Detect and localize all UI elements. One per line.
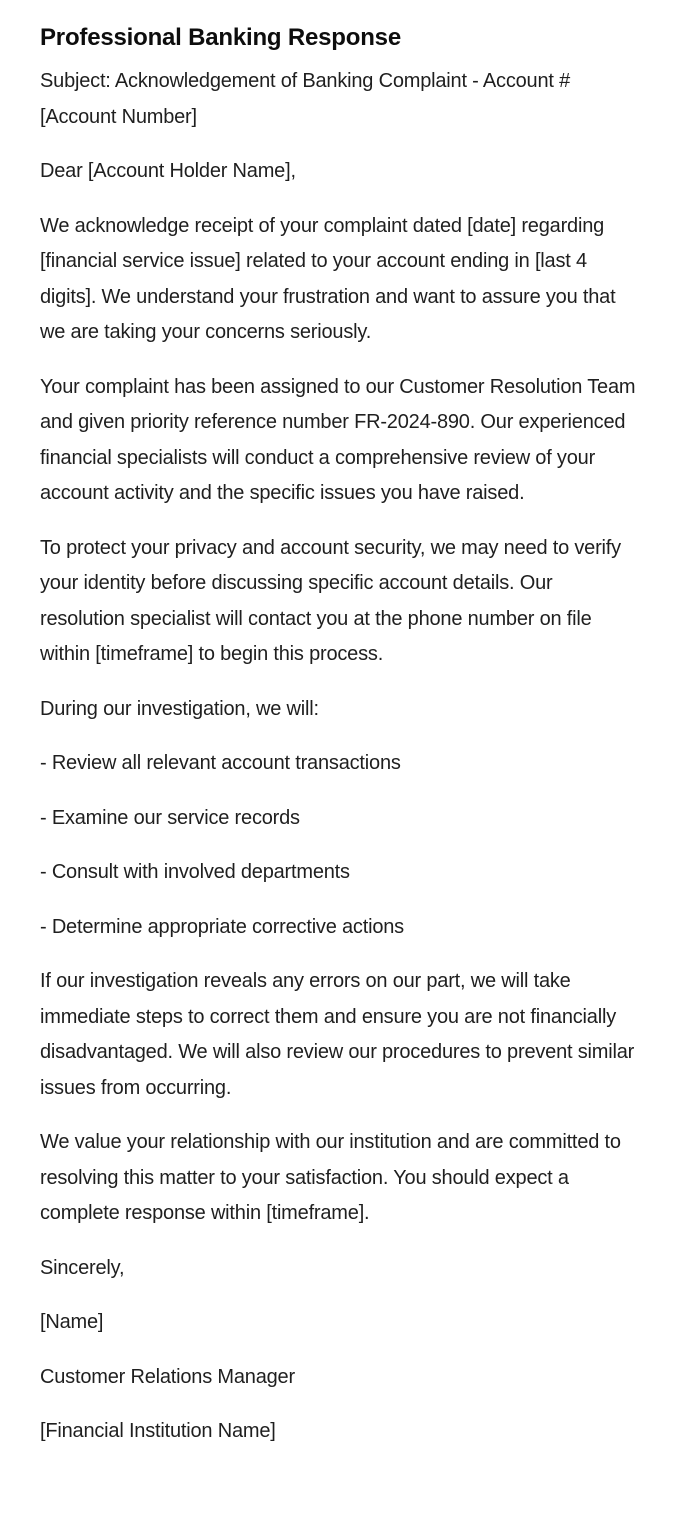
document-title: Professional Banking Response [40, 24, 401, 51]
list-item-departments: - Consult with involved departments [40, 861, 350, 883]
list-intro: During our investigation, we will: [40, 697, 319, 720]
signature-name: [Name] [40, 1311, 104, 1333]
signoff: Sincerely, [40, 1256, 125, 1279]
signature-role: Customer Relations Manager [40, 1365, 295, 1388]
paragraph-acknowledgement: We acknowledge receipt of your complaint dated [date] regarding [financial service issue] related to your account ending in [last 4 digits]. We understand your frustration and want to assure you that we are taking your concerns seriously. [40, 214, 616, 343]
list-item-corrective-actions: - Determine appropriate corrective actions [40, 915, 404, 938]
list-item-service-records: - Examine our service records [40, 806, 300, 829]
paragraph-assignment: Your complaint has been assigned to our Customer Resolution Team and given priority reference number FR-2024-890. Our experienced financial specialists will conduct a comprehensive review of your account activity and the specific issues you have raised. [40, 375, 636, 504]
salutation: Dear [Account Holder Name], [40, 160, 296, 182]
paragraph-error-correction: If our investigation reveals any errors on our part, we will take immediate steps to correct them and ensure you are not financially disadvantaged. We will also review our procedures to prevent similar issues from occurring. [40, 970, 635, 1099]
paragraph-commitment: We value your relationship with our institution and are committed to resolving this matter to your satisfaction. You should expect a complete response within [timeframe]. [40, 1131, 621, 1224]
list-item-transactions: - Review all relevant account transactions [40, 752, 401, 774]
paragraph-privacy: To protect your privacy and account security, we may need to verify your identity before discussing specific account details. Our resolution specialist will contact you at the phone number on file within [timeframe] to begin this process. [40, 536, 621, 665]
subject-line: Subject: Acknowledgement of Banking Complaint - Account #[Account Number] [40, 70, 571, 128]
signature-institution: [Financial Institution Name] [40, 1420, 276, 1442]
